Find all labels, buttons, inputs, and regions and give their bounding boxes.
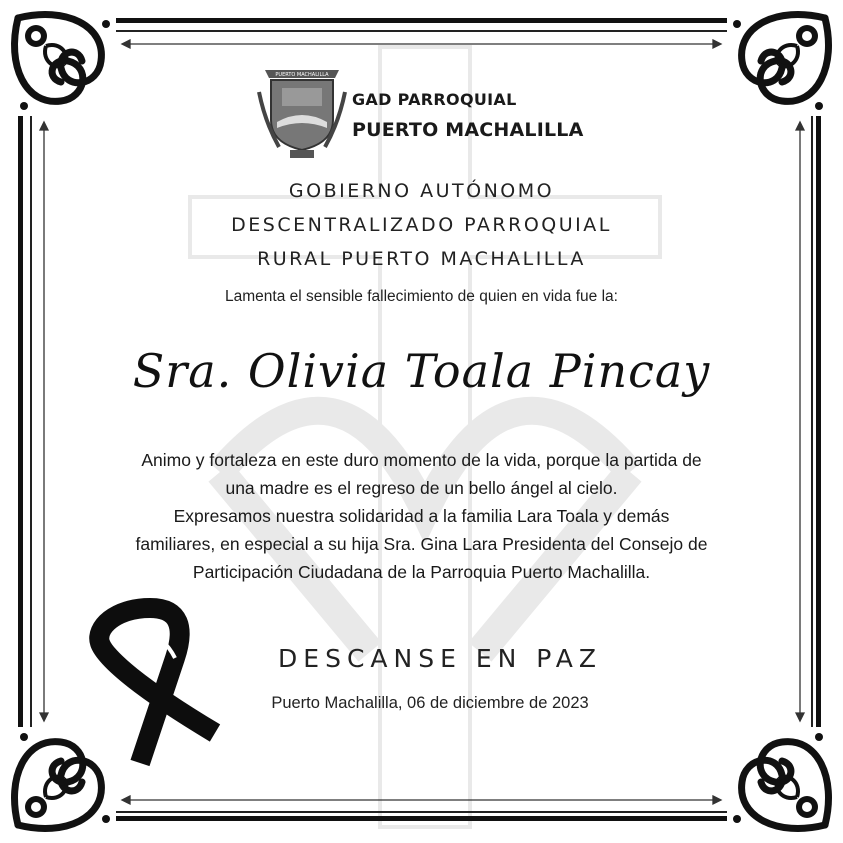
- condolence-message: [70, 446, 773, 586]
- rest-in-peace: DESCANSE EN PAZ: [278, 644, 602, 673]
- mourning-ribbon-icon: [80, 598, 225, 773]
- government-line-2: DESCENTRALIZADO PARROQUIAL: [231, 214, 612, 236]
- parish-crest-logo: [257, 62, 347, 162]
- message-line: Participación Ciudadana de la Parroquia Puerto Machalilla.: [192, 562, 651, 582]
- government-line-1: GOBIERNO AUTÓNOMO: [288, 180, 555, 202]
- government-line-3: RURAL PUERTO MACHALILLA: [257, 248, 586, 270]
- crest-banner-text: PUERTO MACHALILLA: [275, 72, 329, 78]
- message-line: familiares, en especial a su hija Sra. Gina Lara Presidenta del Consejo de: [135, 534, 708, 554]
- org-name-line2: PUERTO MACHALILLA: [352, 119, 584, 141]
- message-line: Animo y fortaleza en este duro momento de la vida, porque la partida de: [141, 450, 702, 470]
- message-line: una madre es el regreso de un bello ángel al cielo.: [225, 478, 618, 498]
- intro-text: Lamenta el sensible fallecimiento de quien en vida fue la:: [225, 288, 618, 305]
- deceased-name: Sra. Olivia Toala Pincay: [132, 344, 711, 398]
- place-date: Puerto Machalilla, 06 de diciembre de 2023: [271, 694, 589, 712]
- org-name-line1: GAD PARROQUIAL: [352, 90, 517, 109]
- message-line: Expresamos nuestra solidaridad a la familia Lara Toala y demás: [173, 506, 670, 526]
